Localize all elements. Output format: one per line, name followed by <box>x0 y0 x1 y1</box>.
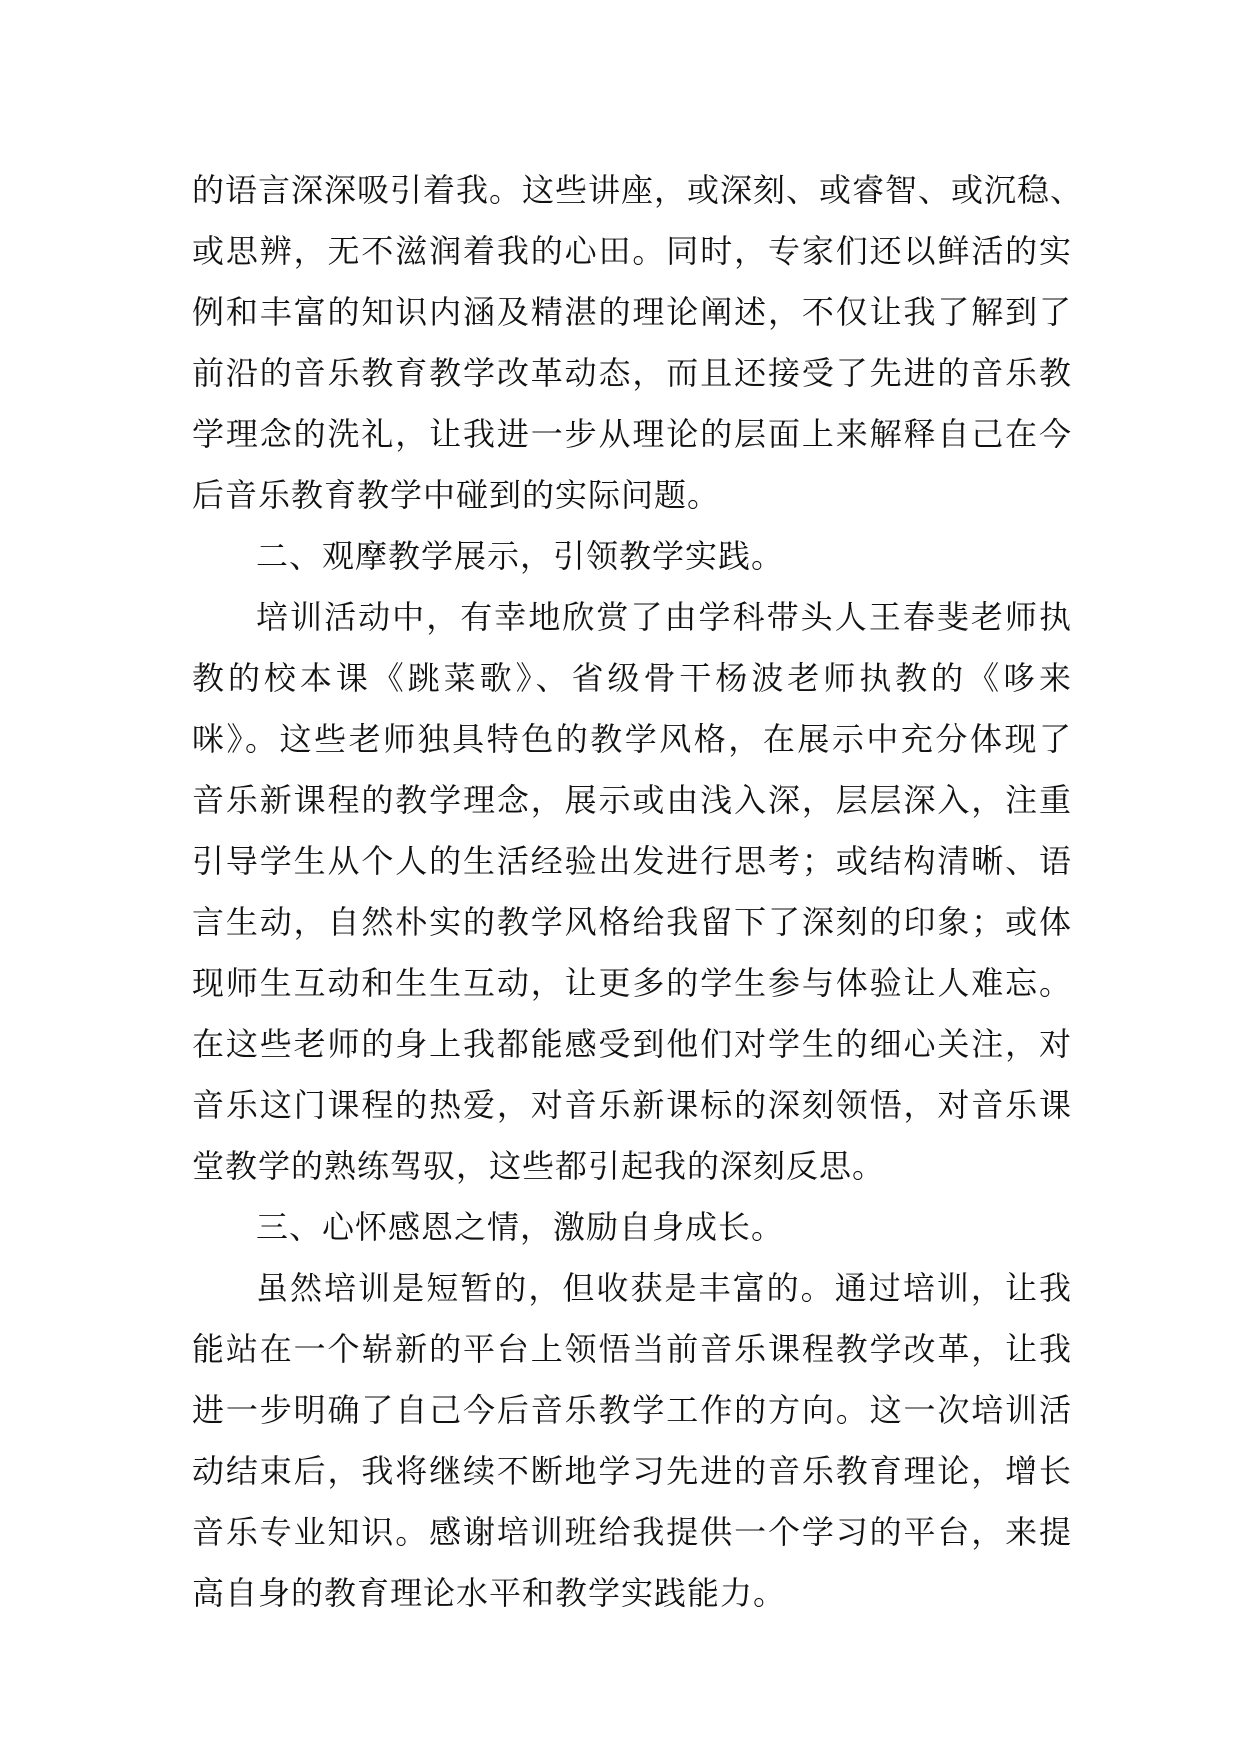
text-line: 能站在一个崭新的平台上领悟当前音乐课程教学改革，让我 <box>192 1330 1072 1368</box>
text-line: 二、观摩教学展示，引领教学实践。 <box>256 537 785 575</box>
text-line: 培训活动中，有幸地欣赏了由学科带头人王春斐老师执 <box>256 598 1072 636</box>
text-line: 后音乐教育教学中碰到的实际问题。 <box>192 476 721 514</box>
text-line: 音乐新课程的教学理念，展示或由浅入深，层层深入，注重 <box>192 781 1072 819</box>
text-line: 音乐专业知识。感谢培训班给我提供一个学习的平台，来提 <box>192 1513 1072 1551</box>
text-line: 学理念的洗礼，让我进一步从理论的层面上来解释自己在今 <box>192 415 1072 453</box>
text-line: 三、心怀感恩之情，激励自身成长。 <box>256 1208 785 1246</box>
text-line: 虽然培训是短暂的，但收获是丰富的。通过培训，让我 <box>256 1269 1072 1307</box>
text-line: 现师生互动和生生互动，让更多的学生参与体验让人难忘。 <box>192 964 1072 1002</box>
text-line: 堂教学的熟练驾驭，这些都引起我的深刻反思。 <box>192 1147 886 1185</box>
text-line: 引导学生从个人的生活经验出发进行思考；或结构清晰、语 <box>192 842 1072 880</box>
text-line: 在这些老师的身上我都能感受到他们对学生的细心关注，对 <box>192 1025 1072 1063</box>
body-text <box>192 160 1084 1624</box>
text-line: 或思辨，无不滋润着我的心田。同时，专家们还以鲜活的实 <box>192 232 1072 270</box>
text-line: 咪》。这些老师独具特色的教学风格，在展示中充分体现了 <box>192 720 1072 758</box>
text-line: 动结束后，我将继续不断地学习先进的音乐教育理论，增长 <box>192 1452 1072 1490</box>
text-line: 前沿的音乐教育教学改革动态，而且还接受了先进的音乐教 <box>192 354 1072 392</box>
text-line: 教的校本课《跳菜歌》、省级骨干杨波老师执教的《哆来 <box>192 659 1072 697</box>
text-line: 言生动，自然朴实的教学风格给我留下了深刻的印象；或体 <box>192 903 1072 941</box>
text-line: 例和丰富的知识内涵及精湛的理论阐述，不仅让我了解到了 <box>192 293 1072 331</box>
text-line: 的语言深深吸引着我。这些讲座，或深刻、或睿智、或沉稳、 <box>192 171 1084 209</box>
text-line: 进一步明确了自己今后音乐教学工作的方向。这一次培训活 <box>192 1391 1072 1429</box>
text-line: 高自身的教育理论水平和教学实践能力。 <box>192 1574 787 1612</box>
text-line: 音乐这门课程的热爱，对音乐新课标的深刻领悟，对音乐课 <box>192 1086 1072 1124</box>
